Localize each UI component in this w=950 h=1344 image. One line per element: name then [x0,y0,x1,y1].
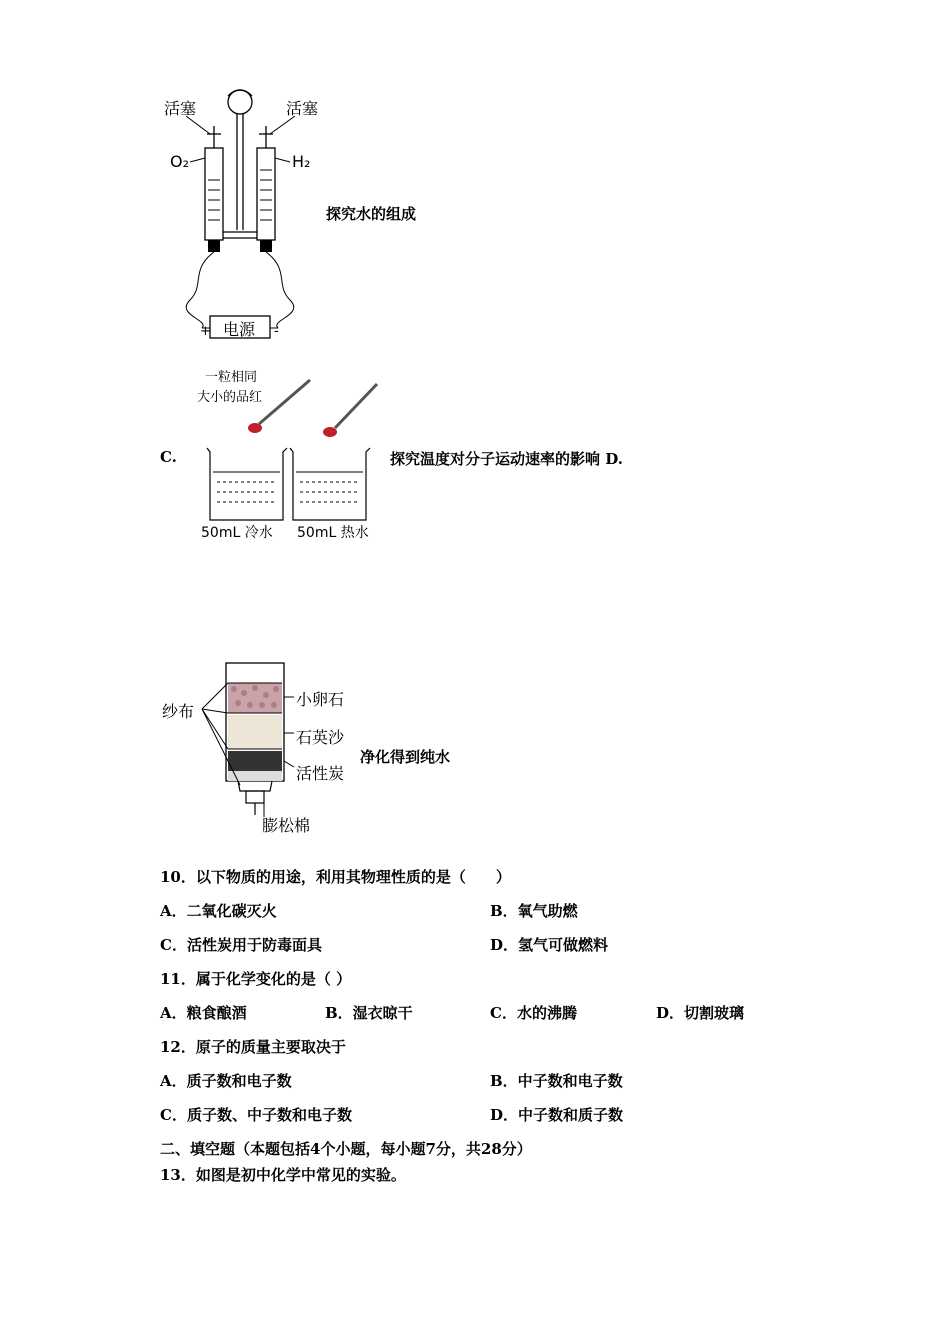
q12-option-b: B．中子数和电子数 [490,1072,623,1090]
cotton-label: 膨松棉 [262,816,311,835]
q11-stem: 11．属于化学变化的是（ ） [160,970,352,988]
option-c-letter: C. [160,448,177,466]
q10-stem: 10．以下物质的用途，利用其物理性质的是（ ） [160,868,511,886]
q10-option-d: D．氢气可做燃料 [490,936,609,954]
pebbles-label: 小卵石 [296,690,345,709]
carbon-label: 活性炭 [296,764,345,783]
magenta-note-line2: 大小的品红 [197,390,263,405]
oxygen-label: O₂ [170,152,190,171]
magenta-note-line1: 一粒相同 [205,370,258,385]
section-2-heading: 二、填空题（本题包括4个小题，每小题7分，共28分） [160,1140,532,1158]
q12-stem: 12．原子的质量主要取决于 [160,1038,346,1056]
quartz-label: 石英沙 [296,728,345,747]
gauze-label: 纱布 [162,702,195,721]
q12-option-c: C．质子数、中子数和电子数 [160,1106,352,1124]
q13-stem: 13．如图是初中化学中常见的实验。 [160,1166,406,1184]
minus-sign: - [274,324,279,339]
hydrogen-label: H₂ [292,152,311,171]
plus-sign: + [200,324,211,339]
electrolysis-figure [150,80,340,350]
q11-option-d: D．切割玻璃 [656,1004,745,1022]
q12-option-d: D．中子数和质子数 [490,1106,624,1124]
figure-c-caption: 探究温度对分子运动速率的影响 D. [390,450,623,468]
q11-option-b: B．湿衣晾干 [325,1004,413,1022]
q11-option-a: A．粮食酿酒 [160,1004,247,1022]
stopcock-left-label: 活塞 [164,99,197,118]
power-label: 电源 [223,320,256,339]
beaker-figure [195,362,385,552]
stopcock-right-label: 活塞 [286,99,319,118]
q10-option-a: A．二氧化碳灭火 [160,902,277,920]
figure-d-caption: 净化得到纯水 [360,748,451,766]
q10-option-b: B．氧气助燃 [490,902,578,920]
hot-water-label: 50mL 热水 [297,525,369,541]
electrolysis-diagram [150,80,340,350]
q10-option-c: C．活性炭用于防毒面具 [160,936,322,954]
cold-water-label: 50mL 冷水 [201,525,273,541]
figure-a-caption: 探究水的组成 [326,205,417,223]
q11-option-c: C．水的沸腾 [490,1004,577,1022]
filter-figure [158,655,358,840]
q12-option-a: A．质子数和电子数 [160,1072,292,1090]
